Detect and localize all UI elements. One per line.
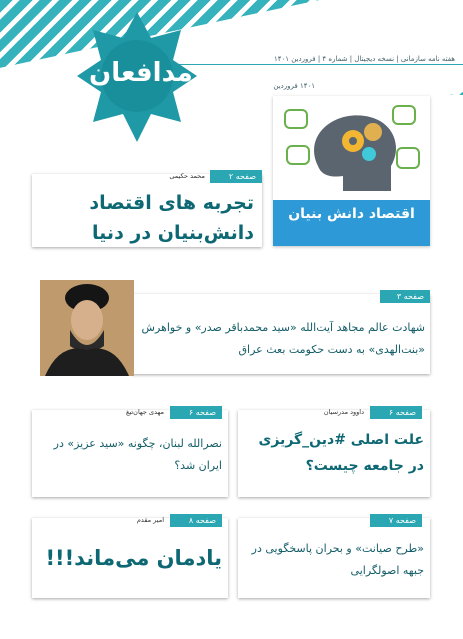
- nasrallah-author: مهدی جهان‌تیغ: [125, 408, 164, 416]
- nasrallah-headline[interactable]: نصرالله لبنان، چگونه «سید عزیز» در ایران شد؟: [53, 437, 222, 472]
- religion-author: داوود مدرسیان: [323, 408, 364, 416]
- header-divider: [170, 64, 463, 65]
- maintenance-headline[interactable]: «طرح صیانت» و بحران پاسخگویی در جبهه اصولگرایی: [251, 542, 424, 577]
- feature-headline[interactable]: تجربه های اقتصاد دانش‌بنیان در دنیا: [89, 192, 254, 244]
- masthead-meta: هفته نامه سازمانی | نسخه دیجیتال | شماره ۴ | فروردین ۱۴۰۱: [273, 55, 455, 63]
- martyr-text[interactable]: شهادت عالم مجاهد آیت‌الله «سید محمدباقر صدر» و خواهرش «بنت‌الهدی» به دست حکومت بعث عراق: [141, 321, 425, 356]
- cleric-photo: [40, 280, 134, 376]
- remember-author: امیر مقدم: [136, 516, 164, 524]
- maintenance-page-tag: صفحه ۷: [370, 514, 422, 527]
- nasrallah-page-tag: صفحه ۶: [170, 406, 222, 419]
- feature-author: محمد حکیمی: [169, 172, 205, 180]
- religion-page-tag: صفحه ۶: [370, 406, 422, 419]
- cover-image-card[interactable]: [273, 96, 430, 246]
- cover-caption: اقتصاد دانش بنیان: [288, 206, 415, 222]
- brain-gears-illustration: [273, 96, 430, 200]
- masthead-date: ۱۴۰۱ فروردین: [273, 82, 315, 90]
- martyr-page-tag: صفحه ۳: [380, 290, 430, 303]
- remember-headline[interactable]: یادمان می‌ماند!!!: [45, 546, 222, 570]
- religion-headline[interactable]: علت اصلی #دین_گریزی در جامعه چیست؟: [258, 432, 424, 474]
- masthead-title: مدافعان: [89, 58, 193, 88]
- feature-page-tag: صفحه ۲: [210, 170, 262, 183]
- cleric-portrait-illustration: [40, 280, 134, 376]
- remember-page-tag: صفحه ۸: [170, 514, 222, 527]
